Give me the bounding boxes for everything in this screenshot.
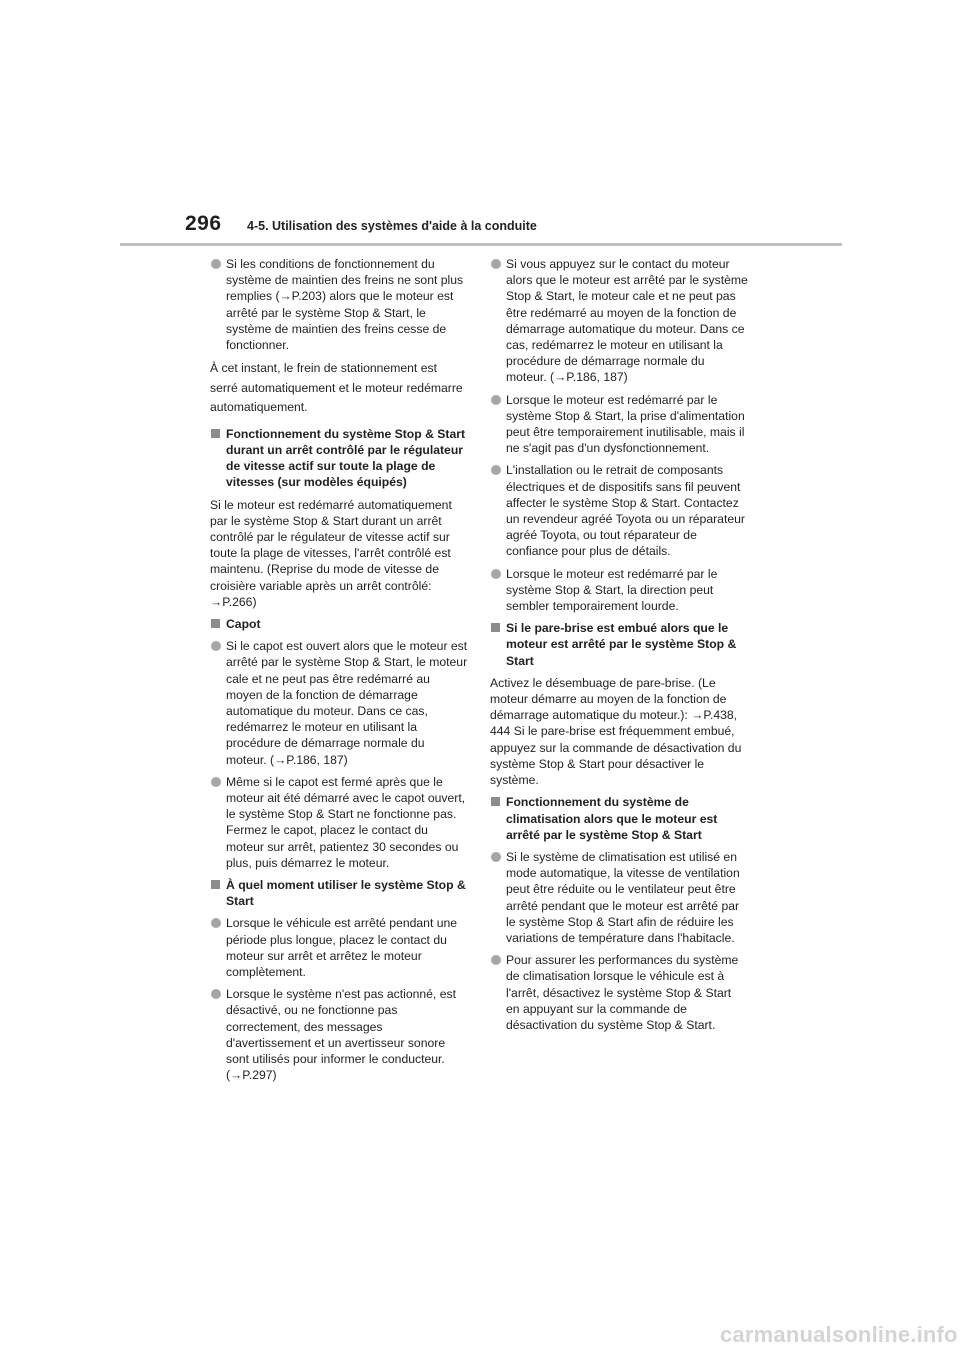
bullet-item <box>210 774 468 871</box>
bullet-item <box>490 849 748 946</box>
bullet-text: Lorsque le système n'est pas actionné, est désactivé, ou ne fonctionne pas correctement, des messages d'avertissement et un avertisseur sonore sont utilisés pour informer le conducteur. (→P.297) <box>226 987 456 1083</box>
bullet-text: Si les conditions de fonctionnement du système de maintien des freins ne sont plus remplies (→P.203) alors que le moteur est arrêté par le système Stop & Start, le système de maintien des freins cesse de fonctionner. <box>226 257 464 353</box>
paragraph-text: Activez le désembuage de pare-brise. (Le moteur démarre au moyen de la fonction de démarrage automatique du moteur.): →P.438, 444 Si le pare-brise est fréquemment embué, appuyez sur la commande de désactivation du système Stop & Start pour désactiver le système. <box>490 675 742 788</box>
heading-text: Capot <box>226 616 261 631</box>
watermark-logo: carmanualsonline.info <box>720 1322 958 1347</box>
paragraph-text: À cet instant, le frein de stationnement est serré automatiquement et le moteur redémarre automatiquement. <box>210 361 463 415</box>
heading-text: À quel moment utiliser le système Stop & Start <box>226 878 466 909</box>
bullet-item <box>490 952 748 1033</box>
bullet-text: Pour assurer les performances du système de climatisation lorsque le véhicule est à l'arrêt, désactivez le système Stop & Start en appuyant sur la commande de désactivation du système Stop & Start. <box>506 953 739 1032</box>
bullet-text: Lorsque le véhicule est arrêté pendant une période plus longue, placez le contact du moteur sur arrêt et arrêtez le moteur complètement. <box>226 916 458 980</box>
subsection-heading <box>490 620 748 669</box>
paragraph <box>490 675 748 788</box>
bullet-text: Si vous appuyez sur le contact du moteur alors que le moteur est arrêté par le système Stop & Start, le moteur cale et ne peut pas être redémarré au moyen de la fonction de démarrage automatique du moteur. Dans ce cas, redémarrez le moteur en utilisant la procédure de démarrage normale du moteur. (→P.186, 187) <box>506 257 748 385</box>
bullet-item <box>210 915 468 980</box>
bullet-item <box>210 256 468 353</box>
bullet-text: Lorsque le moteur est redémarré par le système Stop & Start, la prise d'alimentation peut être temporairement inutilisable, mais il ne s'agit pas d'un dysfonctionnement. <box>506 392 745 456</box>
bullet-dot-icon <box>491 465 501 475</box>
bullet-item <box>490 566 748 615</box>
paragraph <box>210 497 468 610</box>
heading-text: Fonctionnement du système de climatisation alors que le moteur est arrêté par le système Stop & Start <box>506 795 718 842</box>
bullet-dot-icon <box>211 918 221 928</box>
bullet-dot-icon <box>491 955 501 965</box>
square-marker-icon <box>211 429 220 438</box>
square-marker-icon <box>211 619 220 628</box>
bullet-item <box>490 256 748 386</box>
section-title: 4-5. Utilisation des systèmes d'aide à la conduite <box>247 219 537 233</box>
bullet-item <box>210 638 468 768</box>
square-marker-icon <box>491 797 500 806</box>
bullet-text: Même si le capot est fermé après que le moteur ait été démarré avec le capot ouvert, le système Stop & Start ne fonctionne pas. Fermez le capot, placez le contact du moteur sur arrêt, patientez 30 secondes ou plus, puis démarrez le moteur. <box>226 774 466 870</box>
bullet-text: Si le système de climatisation est utilisé en mode automatique, la vitesse de ventilation peut être réduite ou le ventilateur peut être arrêté pendant que le moteur est arrêté par le système Stop & Start afin de réduire les variations de température dans l'habitacle. <box>506 849 740 945</box>
subsection-heading <box>210 426 468 491</box>
header-divider <box>120 243 842 246</box>
bullet-dot-icon <box>491 852 501 862</box>
page-number: 296 <box>185 212 222 235</box>
subsection-heading <box>490 794 748 843</box>
bullet-text: L'installation ou le retrait de composants électriques et de dispositifs sans fil peuvent affecter le système Stop & Start. Contactez un revendeur agréé Toyota ou un réparateur agréé Toyota, ou tout réparateur de confiance pour plus de détails. <box>506 463 745 559</box>
bullet-dot-icon <box>491 259 501 269</box>
bullet-item <box>210 986 468 1083</box>
heading-text: Si le pare-brise est embué alors que le moteur est arrêté par le système Stop & Start <box>506 621 737 668</box>
square-marker-icon <box>491 623 500 632</box>
bullet-item <box>490 462 748 559</box>
subsection-heading <box>210 616 468 632</box>
bullet-item <box>490 392 748 457</box>
bullet-dot-icon <box>211 777 221 787</box>
page-header <box>0 0 960 250</box>
bullet-dot-icon <box>211 641 221 651</box>
bullet-dot-icon <box>491 569 501 579</box>
bullet-text: Lorsque le moteur est redémarré par le système Stop & Start, la direction peut sembler temporairement lourde. <box>506 566 718 614</box>
paragraph <box>210 359 468 418</box>
bullet-dot-icon <box>491 395 501 405</box>
subsection-heading <box>210 877 468 909</box>
bullet-dot-icon <box>211 259 221 269</box>
heading-text: Fonctionnement du système Stop & Start durant un arrêt contrôlé par le régulateur de vitesse actif sur toute la plage de vitesses (sur modèles équipés) <box>226 426 466 490</box>
right-column <box>490 256 748 1039</box>
bullet-text: Si le capot est ouvert alors que le moteur est arrêté par le système Stop & Start, le moteur cale et ne peut pas être redémarré au moyen de la fonction de démarrage automatique du moteur. Dans ce cas, redémarrez le moteur en utilisant la procédure de démarrage normale du moteur. (→P.186, 187) <box>226 639 468 767</box>
left-column <box>210 256 468 1089</box>
paragraph-text: Si le moteur est redémarré automatiquement par le système Stop & Start durant un arrêt contrôlé par le régulateur de vitesse actif sur toute la plage de vitesses, l'arrêt contrôlé est maintenu. (Reprise du mode de vitesse de croisière variable après un arrêt contrôlé: →P.266) <box>210 497 452 609</box>
square-marker-icon <box>211 880 220 889</box>
bullet-dot-icon <box>211 989 221 999</box>
